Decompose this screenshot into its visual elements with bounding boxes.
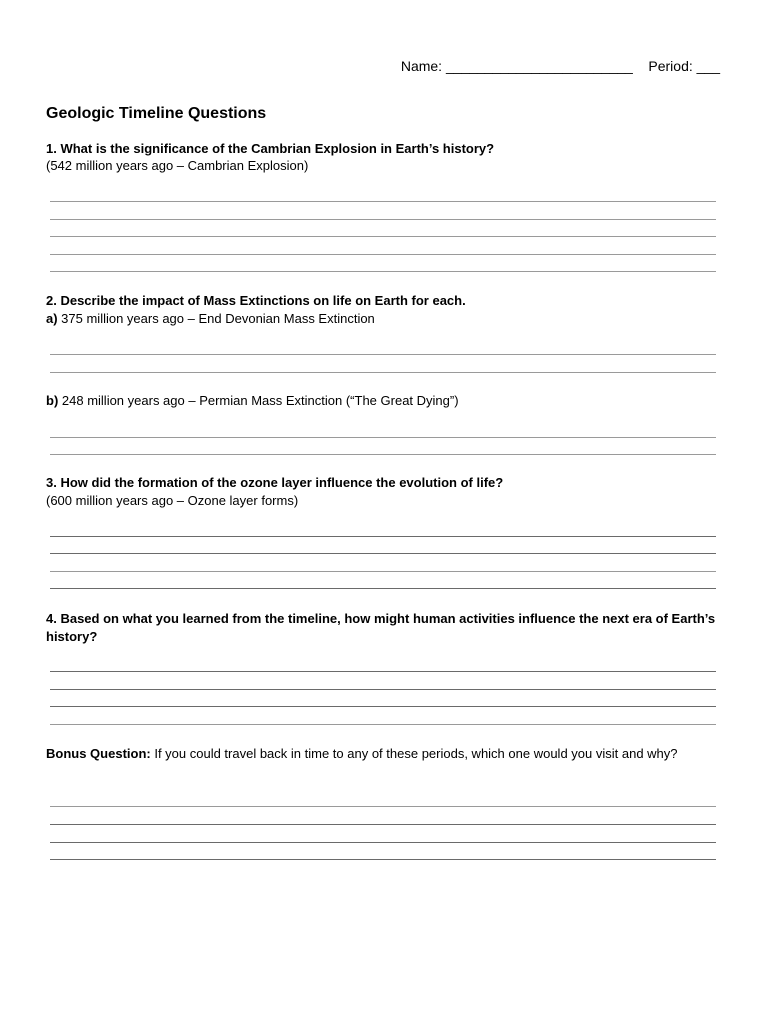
question-4-text: 4. Based on what you learned from the timeline, how might human activities influence the next era of Earth’s history? [46,611,716,644]
answer-line[interactable] [50,254,716,255]
answer-line[interactable] [50,806,716,807]
answer-line[interactable] [50,536,716,537]
question-3-text: 3. How did the formation of the ozone layer influence the evolution of life? [46,475,504,490]
name-field-label[interactable]: Name: ________________________ [400,58,633,74]
answer-line[interactable] [50,219,716,220]
question-3-subtext: (600 million years ago – Ozone layer forms) [46,493,299,508]
period-field-label[interactable]: Period: ___ [648,58,720,74]
bonus-question-text: If you could travel back in time to any of these periods, which one would you visit and why? [150,746,678,761]
answer-line[interactable] [50,201,716,202]
answer-line[interactable] [50,689,716,690]
bonus-question-label: Bonus Question: [46,746,151,761]
question-2b-text: 248 million years ago – Permian Mass Extinction (“The Great Dying”) [58,393,459,408]
answer-line[interactable] [50,571,716,572]
question-2a-label: a) [46,311,58,326]
bonus-question [46,745,716,763]
question-2-text: 2. Describe the impact of Mass Extinctions on life on Earth for each. [46,293,466,308]
question-2a-text: 375 million years ago – End Devonian Mass Extinction [57,311,375,326]
page-title: Geologic Timeline Questions [46,105,267,122]
question-2b [46,392,459,410]
student-info-header [401,58,720,74]
answer-line[interactable] [50,553,716,554]
answer-line[interactable] [50,842,716,843]
answer-line[interactable] [50,724,716,725]
question-1-subtext: (542 million years ago – Cambrian Explosion) [46,158,309,173]
answer-line[interactable] [50,671,716,672]
question-2a [46,310,375,328]
answer-line[interactable] [50,437,716,438]
answer-line[interactable] [50,706,716,707]
question-2b-label: b) [46,393,59,408]
answer-line[interactable] [50,588,716,589]
question-1-text: 1. What is the significance of the Cambrian Explosion in Earth’s history? [46,141,495,156]
answer-line[interactable] [50,354,716,355]
answer-line[interactable] [50,271,716,272]
answer-line[interactable] [50,824,716,825]
answer-line[interactable] [50,372,716,373]
answer-line[interactable] [50,236,716,237]
answer-line[interactable] [50,454,716,455]
answer-line[interactable] [50,859,716,860]
